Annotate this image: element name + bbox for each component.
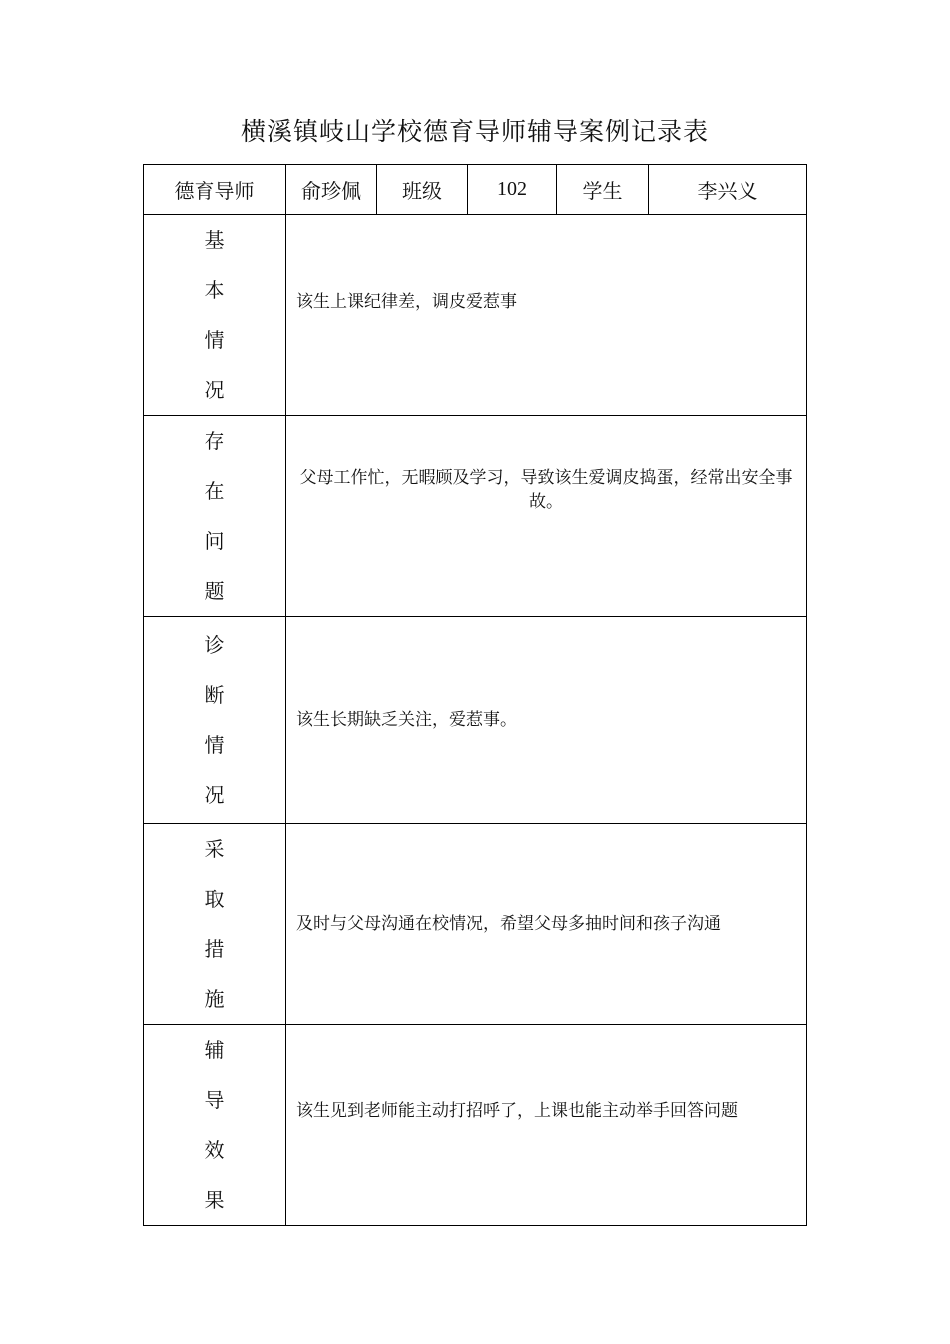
label-char: 措 bbox=[204, 937, 225, 961]
label-char: 本 bbox=[204, 278, 225, 302]
label-char: 施 bbox=[204, 987, 225, 1011]
label-char: 导 bbox=[204, 1088, 225, 1112]
label-char: 存 bbox=[204, 429, 225, 453]
label-char: 情 bbox=[204, 328, 225, 352]
section-label bbox=[144, 1025, 286, 1226]
mentor-name: 俞珍佩 bbox=[286, 165, 377, 215]
label-char: 况 bbox=[204, 378, 225, 402]
section-measures bbox=[144, 824, 807, 1025]
student-name: 李兴义 bbox=[649, 165, 807, 215]
student-label: 学生 bbox=[557, 165, 649, 215]
section-basic-situation bbox=[144, 215, 807, 416]
label-char: 情 bbox=[204, 733, 225, 757]
class-value: 102 bbox=[468, 165, 557, 215]
label-char: 效 bbox=[204, 1138, 225, 1162]
label-char: 况 bbox=[204, 783, 225, 807]
label-char: 采 bbox=[204, 837, 225, 861]
header-row bbox=[144, 165, 807, 215]
label-char: 在 bbox=[204, 479, 225, 503]
record-table bbox=[143, 164, 807, 1226]
section-label bbox=[144, 617, 286, 824]
section-content: 及时与父母沟通在校情况，希望父母多抽时间和孩子沟通 bbox=[286, 824, 807, 1025]
section-results bbox=[144, 1025, 807, 1226]
section-label bbox=[144, 416, 286, 617]
class-label: 班级 bbox=[377, 165, 468, 215]
label-char: 辅 bbox=[204, 1038, 225, 1062]
section-existing-problems bbox=[144, 416, 807, 617]
document-title: 横溪镇岐山学校德育导师辅导案例记录表 bbox=[240, 117, 709, 146]
label-char: 取 bbox=[204, 887, 225, 911]
label-char: 断 bbox=[204, 683, 225, 707]
section-content: 父母工作忙，无暇顾及学习，导致该生爱调皮捣蛋，经常出安全事故。 bbox=[286, 416, 807, 617]
section-content: 该生见到老师能主动打招呼了，上课也能主动举手回答问题 bbox=[286, 1025, 807, 1226]
label-char: 诊 bbox=[204, 633, 225, 657]
label-char: 问 bbox=[204, 529, 225, 553]
section-content: 该生长期缺乏关注，爱惹事。 bbox=[286, 617, 807, 824]
label-char: 基 bbox=[204, 228, 225, 252]
section-label bbox=[144, 215, 286, 416]
section-label bbox=[144, 824, 286, 1025]
label-char: 果 bbox=[204, 1188, 225, 1212]
mentor-label: 德育导师 bbox=[144, 165, 286, 215]
section-content: 该生上课纪律差，调皮爱惹事 bbox=[286, 215, 807, 416]
label-char: 题 bbox=[204, 579, 225, 603]
section-diagnosis bbox=[144, 617, 807, 824]
